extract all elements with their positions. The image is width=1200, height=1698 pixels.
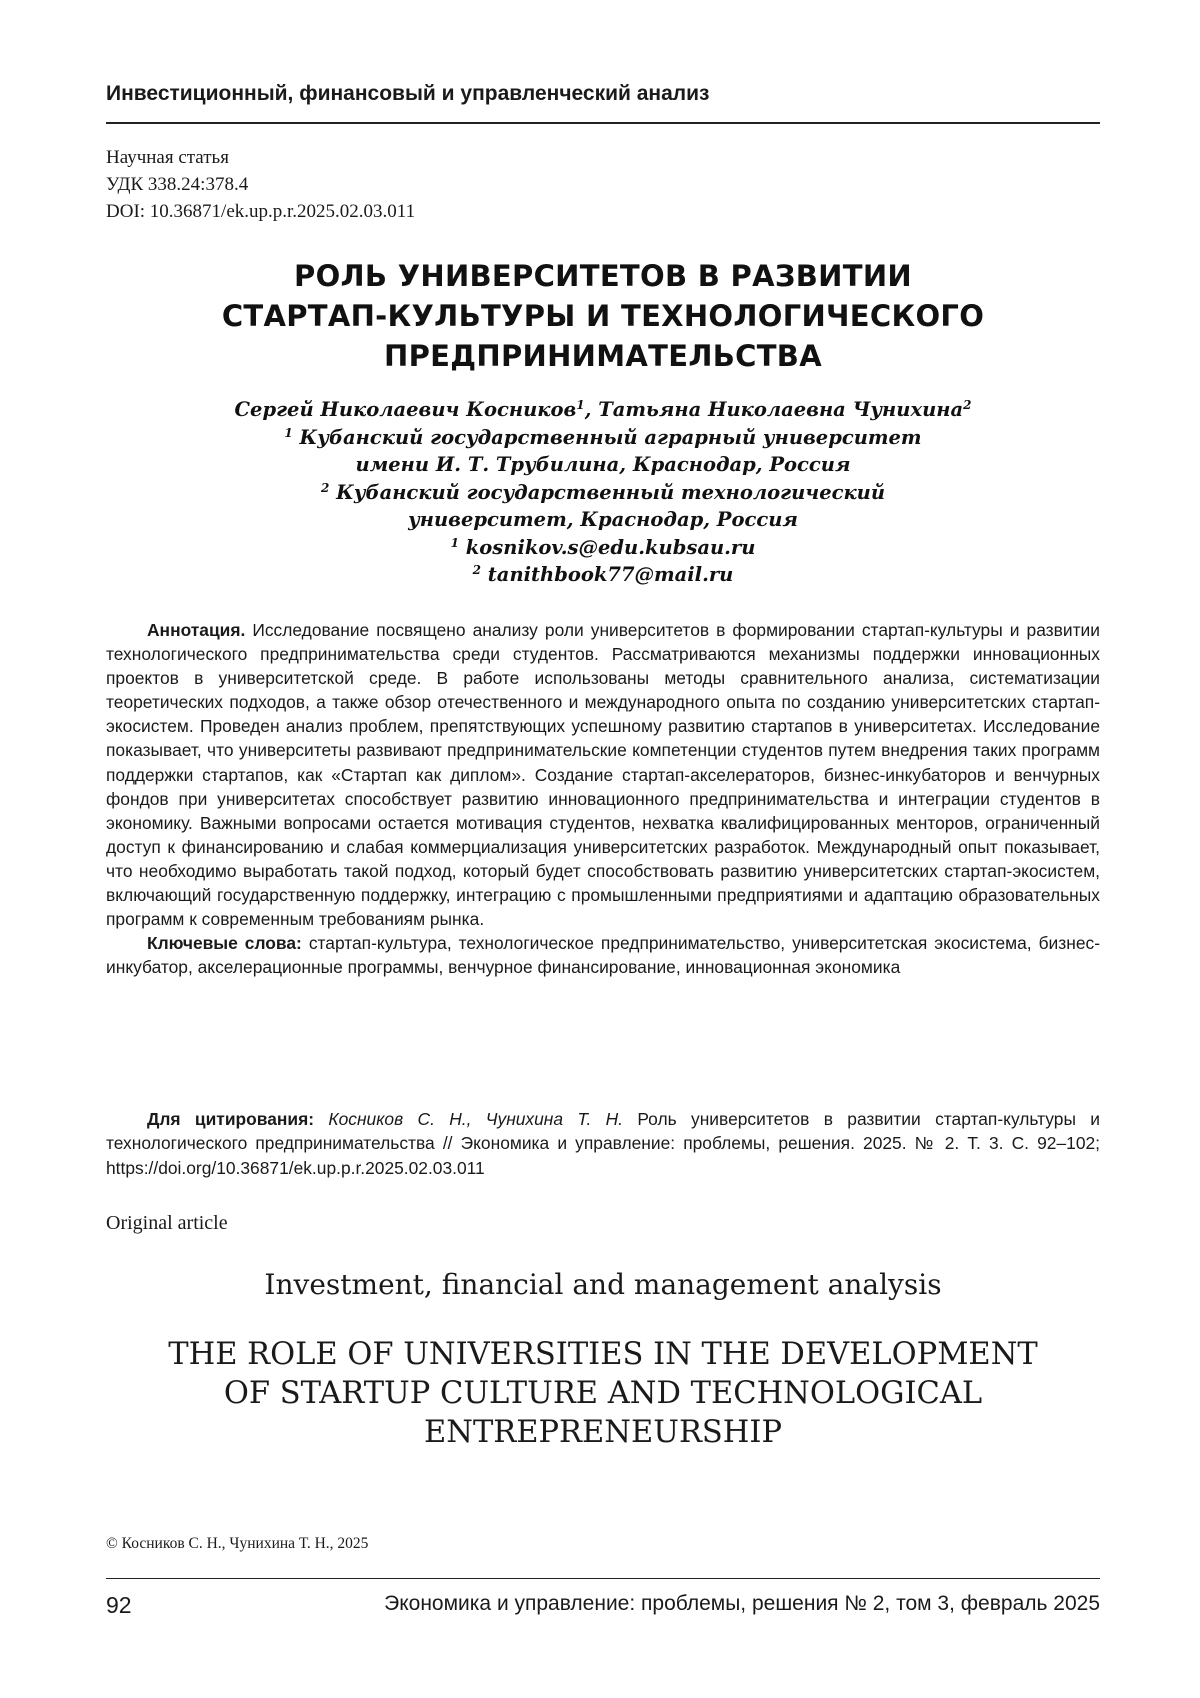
title-ru-line-2: СТАРТАП-КУЛЬТУРЫ И ТЕХНОЛОГИЧЕСКОГО [221, 299, 985, 333]
affiliation-2-line-2: университет, Краснодар, Россия [408, 508, 798, 531]
affiliation-1-line-1: $^1$ Кубанский государственный аграрный университет [284, 425, 922, 449]
citation-label: Для цитирования: [147, 1109, 315, 1129]
article-meta [106, 144, 706, 225]
email-1-mark: 1 [450, 535, 459, 550]
journal-issue: Экономика и управление: проблемы, решения № 2, том 3, февраль 2025 [384, 1592, 1100, 1615]
citation-block [106, 1107, 1100, 1180]
keywords-text: стартап-культура, технологическое предпринимательство, университетская экосистема, бизнес-инкубатор, акселерационные программы, венчурное финансирование, инновационная экономика [106, 933, 1100, 978]
udc-code: УДК 338.24:378.4 [106, 174, 249, 195]
title-ru-line-3: ПРЕДПРИНИМАТЕЛЬСТВА [384, 339, 822, 373]
author-line [106, 396, 1100, 424]
author-1-affiliation-mark: 1 [576, 398, 585, 412]
title-ru-line-1: РОЛЬ УНИВЕРСИТЕТОВ В РАЗВИТИИ [294, 259, 912, 293]
footer-divider [106, 1578, 1100, 1579]
running-section-header: Инвестиционный, финансовый и управленческий анализ [106, 82, 710, 105]
title-en-line-2: OF STARTUP CULTURE AND TECHNOLOGICAL [223, 1376, 983, 1411]
email-1-line [106, 534, 1100, 562]
email-2-mark: 2 [472, 563, 482, 577]
title-english [106, 1335, 1100, 1452]
email-2-line [106, 561, 1100, 589]
keywords-label: Ключевые слова: [147, 933, 302, 954]
abstract-paragraph [106, 618, 1100, 931]
doi: DOI: 10.36871/ek.up.p.r.2025.02.03.011 [106, 201, 416, 222]
affiliation-2-line-1: $^2$ Кубанский государственный технологический [320, 480, 886, 504]
article-type-english: Original article [106, 1212, 228, 1234]
keywords-paragraph [106, 931, 1100, 979]
affiliation-1-mark: 1 [284, 425, 293, 440]
email-2[interactable]: tanithbook77@mail.ru [481, 563, 734, 586]
affiliation-2-mark: 2 [320, 480, 330, 495]
affiliation-1-line-2: имени И. Т. Трубилина, Краснодар, Россия [355, 453, 851, 476]
section-english: Investment, financial and management analysis [264, 1268, 942, 1301]
citation-text: Роль университетов в развитии стартап-культуры и технологического предпринимательства // Экономика и управление: проблемы, решения. 2025. № 2. Т. 3. С. 92–102; https://doi.org/10.36871/ek.up.p.r.2025.02.03.011 [106, 1109, 1100, 1178]
authors-block [106, 396, 1100, 589]
author-1: Сергей Николаевич Косников [234, 398, 577, 421]
abstract-label: Аннотация. [147, 620, 246, 640]
page-number: 92 [106, 1592, 132, 1618]
title-russian [106, 256, 1100, 376]
author-2-affiliation-mark: 2 [963, 398, 972, 412]
copyright-notice: © Косников С. Н., Чунихина Т. Н., 2025 [106, 1535, 369, 1552]
citation-authors: Косников С. Н., Чунихина Т. Н. [314, 1109, 624, 1129]
email-1[interactable]: kosnikov.s@edu.kubsau.ru [458, 535, 756, 559]
abstract-block [106, 618, 1100, 979]
abstract-text: Исследование посвящено анализу роли университетов в формировании стартап-культуры и развитии технологического предпринимательства среди студентов. Рассматриваются механизмы поддержки инновационных проектов в университетской среде. В работе использованы методы сравнительного анализа, систематизации теоретических подходов, а также обзор отечественного и международного опыта по созданию университетских стартап-экосистем. Проведен анализ проблем, препятствующих успешному развитию стартапов в университетах. Исследование показывает, что университеты развивают предпринимательские компетенции студентов путем внедрения таких программ поддержки стартапов, как «Стартап как диплом». Создание стартап-акселераторов, бизнес-инкубаторов и венчурных фондов при университетах способствует развитию инновационного предпринимательства и интеграции студентов в экономику. Важными вопросами остается мотивация студентов, нехватка квалифицированных менторов, ограниченный доступ к финансированию и слабая коммерциализация университетских разработок. Международный опыт показывает, что необходимо выработать такой подход, который будет способствовать развитию университетских стартап-экосистем, включающий государственную поддержку, интеграцию с промышленными предприятиями и адаптацию образовательных программ к современным требованиям рынка. [106, 620, 1100, 930]
author-2: Татьяна Николаевна Чунихина [598, 398, 964, 421]
header-divider [106, 122, 1100, 124]
title-en-line-1: THE ROLE OF UNIVERSITIES IN THE DEVELOPMENT [168, 1337, 1038, 1372]
citation-paragraph [106, 1107, 1100, 1180]
article-type: Научная статья [106, 147, 229, 168]
author-separator: , [584, 398, 599, 421]
title-en-line-3: ENTREPRENEURSHIP [424, 1415, 782, 1450]
